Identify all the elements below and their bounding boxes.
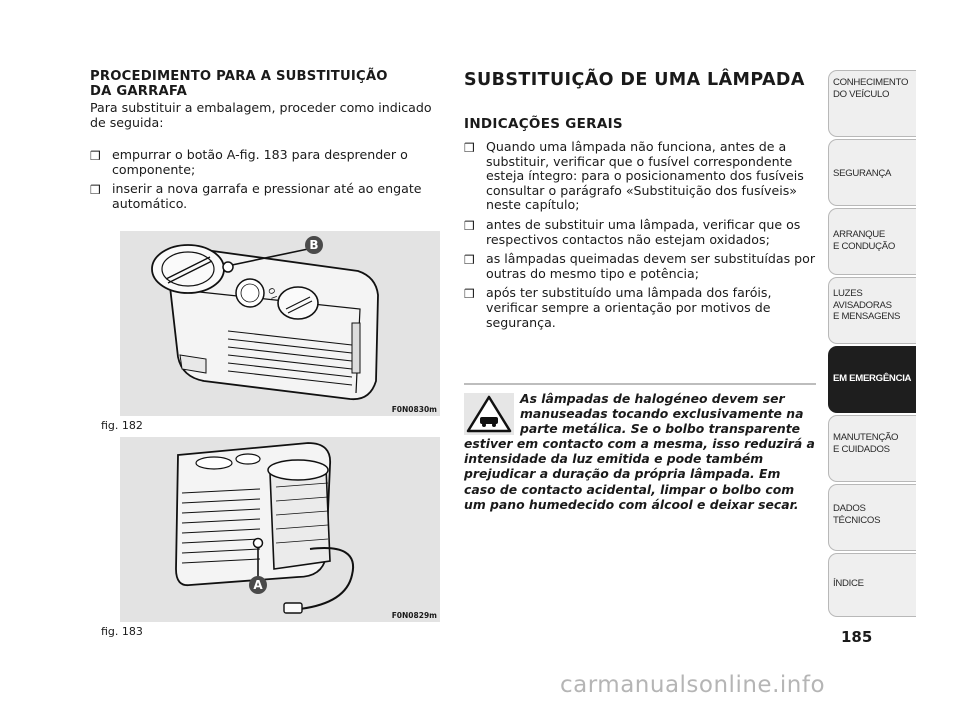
checkbox-bullet-icon: ❒ <box>90 149 101 163</box>
figure-caption: fig. 182 <box>101 419 143 432</box>
list-item <box>462 252 818 281</box>
warning-box <box>464 391 816 512</box>
tab-label: EM EMERGÊNCIA <box>833 373 912 384</box>
watermark: carmanualsonline.info <box>560 672 826 698</box>
list-item <box>88 148 436 177</box>
tab-seguranca[interactable] <box>828 139 916 206</box>
tab-conhecimento-do-veiculo[interactable] <box>828 70 916 137</box>
list-item <box>462 218 818 247</box>
checkbox-bullet-icon: ❒ <box>464 253 475 268</box>
warning-triangle-icon <box>464 393 514 435</box>
tab-label: DADOS TÉCNICOS <box>833 503 881 526</box>
tab-label: SEGURANÇA <box>833 168 892 179</box>
figure-caption: fig. 183 <box>101 625 143 638</box>
figure-182-compressor-top <box>120 231 440 416</box>
tab-arranque-e-conducao[interactable] <box>828 208 916 275</box>
checkbox-bullet-icon: ❒ <box>464 218 475 233</box>
bottle-steps-list <box>88 148 436 216</box>
list-item-text: inserir a nova garrafa e pressionar até ao engate automático. <box>112 181 422 211</box>
tab-label: ARRANQUE E CONDUÇÃO <box>833 229 896 252</box>
page-number: 185 <box>841 628 873 646</box>
checkbox-bullet-icon: ❒ <box>464 287 475 302</box>
tab-indice[interactable] <box>828 553 916 617</box>
compressor-illustration <box>120 231 440 416</box>
section-title-line-1: PROCEDIMENTO PARA A SUBSTITUIÇÃO <box>90 69 388 84</box>
warning-divider <box>464 383 816 385</box>
tab-luzes-avisadoras[interactable] <box>828 277 916 344</box>
tab-dados-tecnicos[interactable] <box>828 484 916 551</box>
tab-label: CONHECIMENTO DO VEÍCULO <box>833 77 909 100</box>
callout-b-badge: B <box>305 236 323 254</box>
list-item <box>88 182 436 211</box>
tab-manutencao-e-cuidados[interactable] <box>828 415 916 482</box>
section-title-line-2: DA GARRAFA <box>90 84 187 99</box>
section-title-bottle-replacement <box>90 69 435 99</box>
section-subtitle: INDICAÇÕES GERAIS <box>464 116 623 132</box>
intro-paragraph: Para substituir a embalagem, proceder como indicado de seguida: <box>90 100 432 130</box>
bulb-guidelines-list <box>462 140 818 335</box>
figure-code: F0N0829m <box>391 611 437 620</box>
tab-em-emergencia[interactable] <box>828 346 916 413</box>
figure-code: F0N0830m <box>391 405 437 414</box>
svg-text:O I: O I <box>266 286 279 301</box>
tab-label: LUZES AVISADORAS E MENSAGENS <box>833 288 901 322</box>
tab-label: MANUTENÇÃO E CUIDADOS <box>833 432 899 455</box>
list-item <box>462 286 818 330</box>
checkbox-bullet-icon: ❒ <box>464 141 475 155</box>
page-title: SUBSTITUIÇÃO DE UMA LÂMPADA <box>464 70 805 90</box>
list-item-text: empurrar o botão A-fig. 183 para desprender o componente; <box>112 147 408 177</box>
callout-a-badge: A <box>249 576 267 594</box>
compressor-side-illustration <box>120 437 440 622</box>
list-item-text: Quando uma lâmpada não funciona, antes de a substituir, verificar que o fusível correspondente esteja íntegro: para o posicionamento dos fusíveis consultar o parágrafo «Substituição dos fusíveis» neste capítulo; <box>486 139 804 213</box>
figure-183-compressor-side <box>120 437 440 622</box>
tab-label: ÍNDICE <box>833 578 864 589</box>
list-item-text: após ter substituído uma lâmpada dos faróis, verificar sempre a orientação por motivos de segurança. <box>486 285 772 330</box>
warning-text: As lâmpadas de halogéneo devem ser manuseadas tocando exclusivamente na parte metálica. Se o bolbo transparente estiver em contacto com a mesma, isso reduzirá a intensidade da luz emitida e pode também prejudicar a duração da própria lâmpada. Em caso de contacto acidental, limpar o bolbo com um pano humedecido com álcool e deixar secar. <box>464 391 815 512</box>
list-item-text: as lâmpadas queimadas devem ser substituídas por outras do mesmo tipo e potência; <box>486 251 816 281</box>
checkbox-bullet-icon: ❒ <box>90 183 101 198</box>
list-item <box>462 140 818 213</box>
list-item-text: antes de substituir uma lâmpada, verificar que os respectivos contactos não estejam oxidados; <box>486 216 801 247</box>
